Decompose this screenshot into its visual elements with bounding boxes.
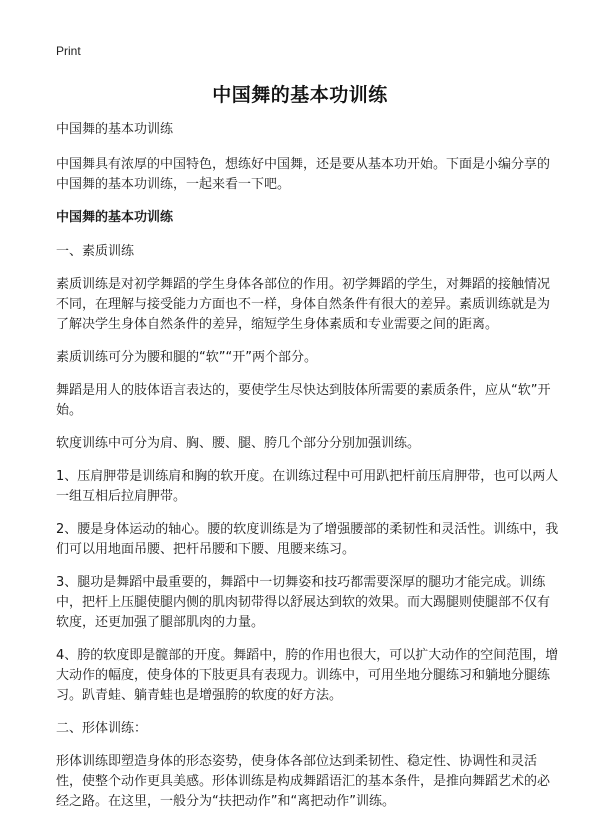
document-body [56,120,560,825]
paragraph: 软度训练中可分为肩、胸、腰、腿、胯几个部分分别加强训练。 [56,436,421,451]
section-1-heading: 一、素质训练 [56,244,135,259]
paragraph: 形体训练即塑造身体的形态姿势，使身体各部位达到柔韧性、稳定性、协调性和灵活性，使整个动作更具美感。形体训练是构成舞蹈语汇的基本条件，是推向舞蹈艺术的必经之路。在这里，一般分为“扶把动作”和“离把动作”训练。 [56,754,551,809]
subtitle: 中国舞的基本功训练 [56,122,174,137]
section-heading: 中国舞的基本功训练 [56,210,174,225]
paragraph: 舞蹈是用人的肢体语言表达的，要使学生尽快达到肢体所需要的素质条件，应从“软”开始。 [56,383,551,418]
list-item: 2、腰是身体运动的轴心。腰的软度训练是为了增强腰部的柔韧性和灵活性。训练中，我们可以用地面吊腰、把杆吊腰和下腰、甩腰来练习。 [56,522,559,557]
list-item: 1、压肩胛带是训练肩和胸的软开度。在训练过程中可用趴把杆前压肩胛带，也可以两人一组互相后拉肩胛带。 [56,469,559,504]
list-item: 3、腿功是舞蹈中最重要的，舞蹈中一切舞姿和技巧都需要深厚的腿功才能完成。训练中，把杆上压腿使腿内侧的肌肉韧带得以舒展达到软的效果。而大踢腿则使腿部不仅有软度，还更加强了腿部肌肉的力量。 [56,575,551,630]
document-title: 中国舞的基本功训练 [212,84,388,106]
paragraph: 素质训练可分为腰和腿的“软”“开”两个部分。 [56,350,317,365]
print-link[interactable]: Print [56,44,81,58]
paragraph: 素质训练是对初学舞蹈的学生身体各部位的作用。初学舞蹈的学生，对舞蹈的接触情况不同，在理解与接受能力方面也不一样，身体自然条件有很大的差异。素质训练就是为了解决学生身体自然条件的差异，缩短学生身体素质和专业需要之间的距离。 [56,277,551,332]
list-item: 4、胯的软度即是髋部的开度。舞蹈中，胯的作用也很大，可以扩大动作的空间范围，增大动作的幅度，使身体的下肢更具有表现力。训练中，可用坐地分腿练习和躺地分腿练习。趴青蛙、躺青蛙也是增强胯的软度的好方法。 [56,648,559,703]
intro-paragraph: 中国舞具有浓厚的中国特色，想练好中国舞，还是要从基本功开始。下面是小编分享的中国舞的基本功训练，一起来看一下吧。 [56,157,551,192]
section-2-heading: 二、形体训练： [56,721,148,736]
